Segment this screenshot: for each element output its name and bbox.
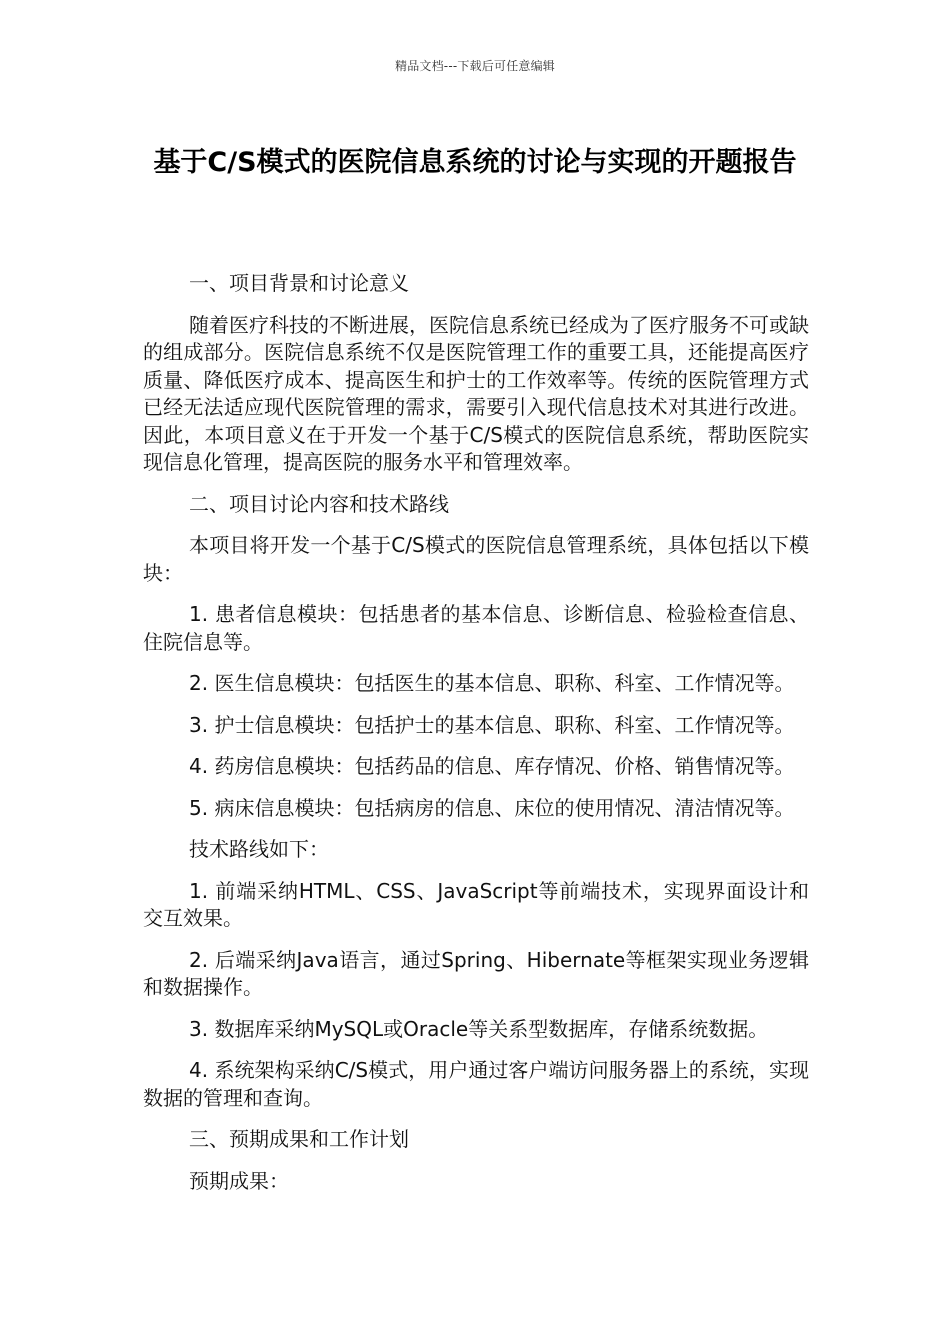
- list-item-backend: 2. 后端采纳Java语言，通过Spring、Hibernate等框架实现业务逻辑和数据操作。: [143, 947, 809, 999]
- list-item-nurse-module: 3. 护士信息模块：包括护士的基本信息、职称、科室、工作情况等。: [189, 712, 795, 737]
- section-heading-background: 一、项目背景和讨论意义: [189, 271, 409, 295]
- list-item-bed-module: 5. 病床信息模块：包括病房的信息、床位的使用情况、清洁情况等。: [189, 795, 795, 820]
- list-item-database: 3. 数据库采纳MySQL或Oracle等关系型数据库，存储系统数据。: [189, 1016, 769, 1041]
- list-item-doctor-module: 2. 医生信息模块：包括医生的基本信息、职称、科室、工作情况等。: [189, 671, 795, 695]
- paragraph-tech-route-intro: 技术路线如下：: [189, 837, 329, 861]
- section-heading-content: 二、项目讨论内容和技术路线: [189, 491, 449, 516]
- list-item-patient-module: 1. 患者信息模块：包括患者的基本信息、诊断信息、检验检查信息、住院信息等。: [143, 602, 809, 654]
- list-item-pharmacy-module: 4. 药房信息模块：包括药品的信息、库存情况、价格、销售情况等。: [189, 754, 795, 778]
- document-body: [143, 270, 809, 1209]
- list-item-frontend: 1. 前端采纳HTML、CSS、JavaScript等前端技术，实现界面设计和交互效果。: [143, 878, 809, 930]
- list-item-architecture: 4. 系统架构采纳C/S模式，用户通过客户端访问服务器上的系统，实现数据的管理和查询。: [143, 1058, 809, 1110]
- header-note: 精品文档---下载后可任意编辑: [395, 59, 555, 73]
- paragraph-background: 随着医疗科技的不断进展，医院信息系统已经成为了医疗服务不可或缺的组成部分。医院信息系统不仅是医院管理工作的重要工具，还能提高医疗质量、降低医疗成本、提高医生和护士的工作效率等。传统的医院管理方式已经无法适应现代医院管理的需求，需要引入现代信息技术对其进行改进。因此，本项目意义在于开发一个基于C/S模式的医院信息系统，帮助医院实现信息化管理，提高医院的服务水平和管理效率。: [143, 312, 809, 474]
- document-title: 基于C/S模式的医院信息系统的讨论与实现的开题报告: [153, 147, 797, 178]
- paragraph-modules-intro: 本项目将开发一个基于C/S模式的医院信息管理系统，具体包括以下模块：: [143, 533, 809, 585]
- section-heading-outcomes: 三、预期成果和工作计划: [189, 1127, 409, 1151]
- paragraph-expected-outcomes: 预期成果：: [189, 1168, 289, 1193]
